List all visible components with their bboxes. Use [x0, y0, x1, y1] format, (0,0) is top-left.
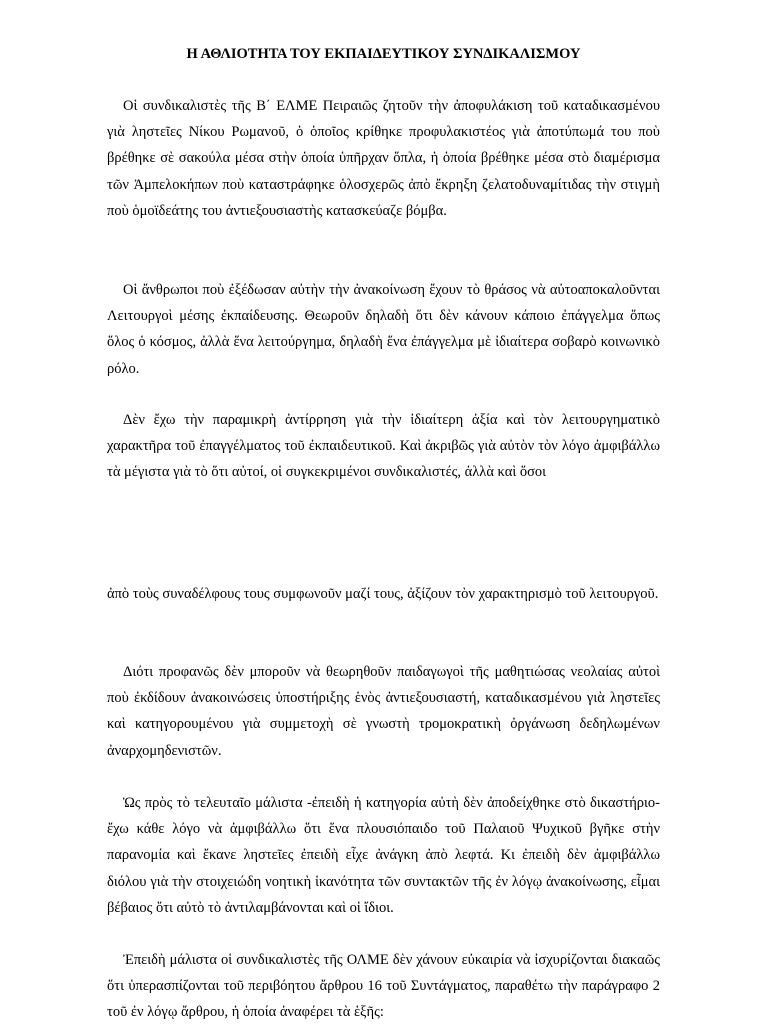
document-title: Η ΑΘΛΙΟΤΗΤΑ ΤΟΥ ΕΚΠΑΙΔΕΥΤΙΚΟΥ ΣΥΝΔΙΚΑΛΙΣΜΟΥ — [186, 46, 581, 62]
paragraph-2: Οἱ ἄνθρωποι ποὺ ἐξέδωσαν αὐτὴν τὴν ἀνακοίνωση ἔχουν τὸ θράσος νὰ αὐτοαποκαλοῦνται Λειτουργοὶ μέσης ἐκπαίδευσης. Θεωροῦν δηλαδὴ ὅτι δὲν κάνουν κάποιο ἐπάγγελμα ὅπως ὅλος ὁ κόσμος, ἀλλὰ ἕνα λειτούργημα, δηλαδὴ ἕνα ἐπάγγελμα μὲ ἰδιαίτερα σοβαρὸ κοινωνικὸ ρόλο. — [107, 282, 660, 377]
paragraph-7: Ἐπειδὴ μάλιστα οἱ συνδικαλιστὲς τῆς ΟΛΜΕ δὲν χάνουν εὐκαιρία νὰ ἰσχυρίζονται διακαῶς ὅτι ὑπερασπίζονται τοῦ περιβόητου ἄρθρου 16 τοῦ Συντάγματος, παραθέτω τὴν παράγραφο 2 τοῦ ἐν λόγῳ ἄρθρου, ἡ ὁποία ἀναφέρει τὰ ἑξῆς: — [107, 952, 660, 1021]
paragraph-4-continuation: ἀπὸ τοὺς συναδέλφους τους συμφωνοῦν μαζί τους, ἀξίζουν τὸν χαρακτηρισμὸ τοῦ λειτουργοῦ. — [107, 586, 659, 602]
paragraph-5: Διότι προφανῶς δὲν μποροῦν νὰ θεωρηθοῦν παιδαγωγοὶ τῆς μαθητιώσας νεολαίας αὐτοὶ ποὺ ἐκδίδουν ἀνακοινώσεις ὑποστήριξης ἑνὸς ἀντιεξουσιαστή, καταδικασμένου γιὰ ληστεῖες καὶ κατηγορουμένου γιὰ συμμετοχὴ σὲ γνωστὴ τρομοκρατικὴ ὀργάνωση δεδηλωμένων ἀναρχομηδενιστῶν. — [107, 664, 660, 759]
paragraph-6: Ὡς πρὸς τὸ τελευταῖο μάλιστα -ἐπειδὴ ἡ κατηγορία αὐτὴ δὲν ἀποδείχθηκε στὸ δικαστήριο- ἔχω κάθε λόγο νὰ ἀμφιβάλλω ὅτι ἕνα πλουσιόπαιδο τοῦ Παλαιοῦ Ψυχικοῦ βγῆκε στὴν παρανομία καὶ ἔκανε ληστεῖες ἐπειδὴ εἶχε ἀνάγκη ἀπὸ λεφτά. Κι ἐπειδὴ δὲν ἀμφιβάλλω διόλου γιὰ τὴν στοιχειώδη νοητικὴ ἱκανότητα τῶν συντακτῶν τῆς ἐν λόγῳ ἀνακοίνωσης, εἶμαι βέβαιος ὅτι αὐτὸ τὸ ἀντιλαμβάνονται καὶ οἱ ἴδιοι. — [107, 795, 660, 916]
paragraph-3: Δὲν ἔχω τὴν παραμικρὴ ἀντίρρηση γιὰ τὴν ἰδιαίτερη ἀξία καὶ τὸν λειτουργηματικὸ χαρακτῆρα τοῦ ἐπαγγέλματος τοῦ ἐκπαιδευτικοῦ. Καὶ ἀκριβῶς γιὰ αὐτὸν τὸν λόγο ἀμφιβάλλω τὰ μέγιστα γιὰ τὸ ὅτι αὐτοί, οἱ συγκεκριμένοι συνδικαλιστές, ἀλλὰ καὶ ὅσοι — [107, 412, 660, 481]
paragraph-1: Οἱ συνδικαλιστὲς τῆς Β΄ ΕΛΜΕ Πειραιῶς ζητοῦν τὴν ἀποφυλάκιση τοῦ καταδικασμένου γιὰ ληστεῖες Νίκου Ρωμανοῦ, ὁ ὁποῖος κρίθηκε προφυλακιστέος γιὰ ἀποτύπωμά του ποὺ βρέθηκε σὲ σακούλα μέσα στὴν ὁποία ὑπῆρχαν ὅπλα, ἡ ὁποία βρέθηκε μέσα στὸ διαμέρισμα τῶν Ἀμπελοκήπων ποὺ καταστράφηκε ὁλοσχερῶς ἀπὸ ἔκρηξη ζελατοδυναμίτιδας τὴν στιγμὴ ποὺ ὁμοϊδεάτης του ἀντιεξουσιαστὴς κατασκεύαζε βόμβα. — [107, 98, 660, 219]
